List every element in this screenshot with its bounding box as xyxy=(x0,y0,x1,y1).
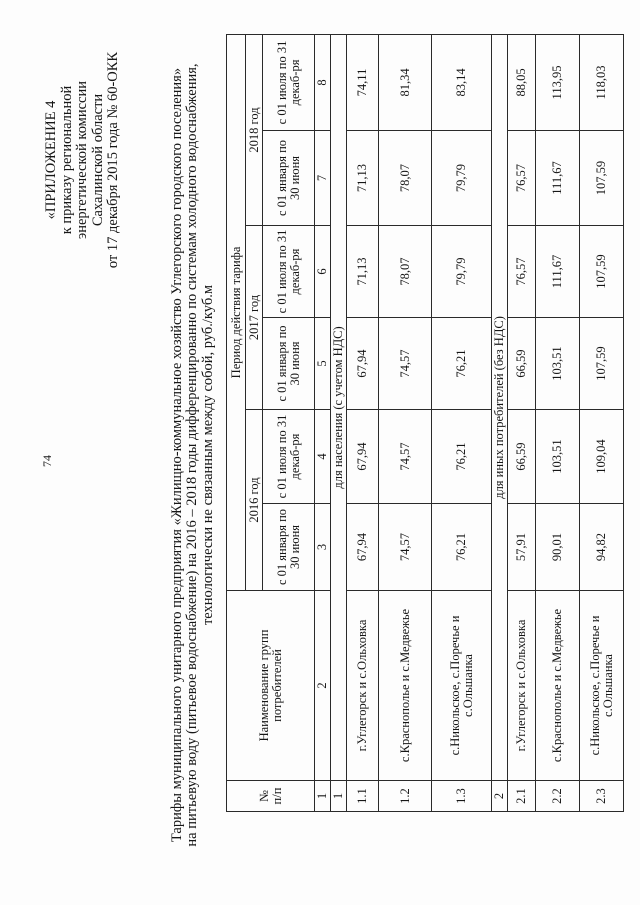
row-num: 1.2 xyxy=(379,781,432,812)
tariff-cell: 76,21 xyxy=(432,504,492,591)
tariff-cell: 83,14 xyxy=(432,34,492,130)
section-title: для иных потребителей (без НДС) xyxy=(492,34,508,780)
tariff-cell: 90,01 xyxy=(536,504,580,591)
tariff-cell: 107,59 xyxy=(580,226,624,318)
column-index: 7 xyxy=(315,131,331,226)
tariff-cell: 67,94 xyxy=(347,504,379,591)
row-num: 2.1 xyxy=(508,781,536,812)
tariff-cell: 103,51 xyxy=(536,318,580,410)
title-line: технологически не связанным между собой, руб./куб.м xyxy=(199,284,216,626)
section-row xyxy=(331,34,347,811)
tariff-cell: 109,04 xyxy=(580,410,624,504)
column-index: 2 xyxy=(315,591,331,781)
header-second-half: с 01 июля по 31 декаб-ря xyxy=(263,34,315,130)
header-year-2017: 2017 год xyxy=(246,226,263,410)
tariff-cell: 78,07 xyxy=(379,131,432,226)
tariff-table xyxy=(226,34,624,812)
row-name: г.Углегорск и с.Ольховка xyxy=(508,591,536,781)
row-num: 2.2 xyxy=(536,781,580,812)
row-name: г.Углегорск и с.Ольховка xyxy=(347,591,379,781)
table-row xyxy=(580,34,624,811)
tariff-cell: 107,59 xyxy=(580,131,624,226)
header-year-2018: 2018 год xyxy=(246,34,263,225)
tariff-cell: 118,03 xyxy=(580,34,624,130)
tariff-cell: 76,21 xyxy=(432,410,492,504)
column-index: 5 xyxy=(315,318,331,410)
appendix-line: энергетической комиссии xyxy=(74,80,91,240)
tariff-cell: 113,95 xyxy=(536,34,580,130)
header-first-half: с 01 января по 30 июня xyxy=(263,504,315,591)
column-index: 8 xyxy=(315,34,331,130)
row-name: с.Краснополье и с.Медвежье xyxy=(379,591,432,781)
row-num: 2.3 xyxy=(580,781,624,812)
tariff-cell: 111,67 xyxy=(536,226,580,318)
tariff-cell: 74,57 xyxy=(379,504,432,591)
title-line: Тарифы муниципального унитарного предприятия «Жилищно-коммунальное хозяйство Углегорского городского поселения» xyxy=(169,67,185,843)
page-number: 74 xyxy=(40,455,54,467)
tariff-cell: 94,82 xyxy=(580,504,624,591)
appendix-line: от 17 декабря 2015 года № 60-ОКК xyxy=(105,51,122,269)
row-name: с.Краснополье и с.Медвежье xyxy=(536,591,580,781)
header-group: Наименование групп потребителей xyxy=(227,591,315,781)
tariff-cell: 111,67 xyxy=(536,131,580,226)
table-row xyxy=(379,34,432,811)
tariff-cell: 67,94 xyxy=(347,318,379,410)
section-num: 1 xyxy=(331,781,347,812)
appendix-line: Сахалинской области xyxy=(89,93,106,227)
tariff-cell: 74,57 xyxy=(379,410,432,504)
column-index-row xyxy=(315,34,331,811)
table-row xyxy=(347,34,379,811)
row-num: 1.1 xyxy=(347,781,379,812)
section-num: 2 xyxy=(492,781,508,812)
column-index: 6 xyxy=(315,226,331,318)
column-index: 1 xyxy=(315,781,331,812)
header-num: № п/п xyxy=(227,781,315,812)
header-first-half: с 01 января по 30 июня xyxy=(263,131,315,226)
tariff-cell: 71,13 xyxy=(347,131,379,226)
header-year-2016: 2016 год xyxy=(246,410,263,591)
column-index: 3 xyxy=(315,504,331,591)
header-second-half: с 01 июля по 31 декаб-ря xyxy=(263,226,315,318)
section-row xyxy=(492,34,508,811)
section-title: для населения (с учетом НДС) xyxy=(331,34,347,780)
tariff-cell: 76,57 xyxy=(508,226,536,318)
tariff-cell: 74,11 xyxy=(347,34,379,130)
row-name: с.Никольское, с.Поречье и с.Ольшанка xyxy=(432,591,492,781)
tariff-cell: 79,79 xyxy=(432,226,492,318)
tariff-cell: 66,59 xyxy=(508,410,536,504)
row-num: 1.3 xyxy=(432,781,492,812)
title-line: на питьевую воду (питьевое водоснабжение) на 2016 – 2018 годы дифференцированно по системам холодного водоснабжения, xyxy=(184,63,201,847)
table-row xyxy=(432,34,492,811)
tariff-cell: 78,07 xyxy=(379,226,432,318)
header-second-half: с 01 июля по 31 декаб-ря xyxy=(263,410,315,504)
tariff-cell: 76,21 xyxy=(432,318,492,410)
tariff-cell: 57,91 xyxy=(508,504,536,591)
document-title xyxy=(170,25,216,885)
row-name: с.Никольское, с.Поречье и с.Ольшанка xyxy=(580,591,624,781)
tariff-cell: 76,57 xyxy=(508,131,536,226)
tariff-cell: 107,59 xyxy=(580,318,624,410)
header-period: Период действия тарифа xyxy=(227,34,246,590)
table-row xyxy=(508,34,536,811)
tariff-cell: 88,05 xyxy=(508,34,536,130)
tariff-cell: 81,34 xyxy=(379,34,432,130)
appendix-header xyxy=(44,30,122,290)
tariff-cell: 67,94 xyxy=(347,410,379,504)
tariff-cell: 66,59 xyxy=(508,318,536,410)
tariff-cell: 79,79 xyxy=(432,131,492,226)
column-index: 4 xyxy=(315,410,331,504)
tariff-cell: 74,57 xyxy=(379,318,432,410)
appendix-line: к приказу региональной xyxy=(58,85,75,235)
table-row xyxy=(536,34,580,811)
tariff-cell: 103,51 xyxy=(536,410,580,504)
appendix-line: «ПРИЛОЖЕНИЕ 4 xyxy=(43,100,59,220)
tariff-cell: 71,13 xyxy=(347,226,379,318)
header-first-half: с 01 января по 30 июня xyxy=(263,318,315,410)
